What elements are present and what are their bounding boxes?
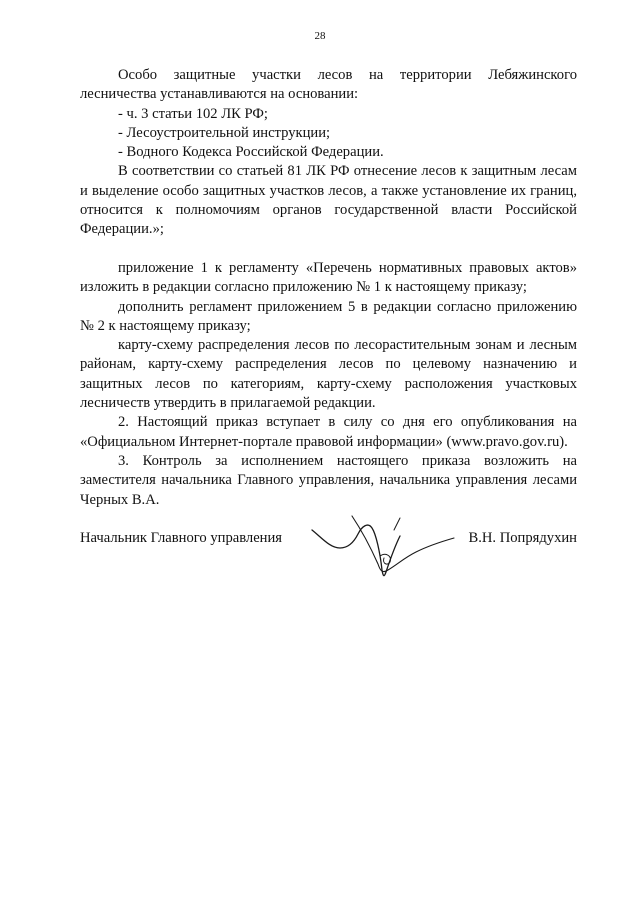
paragraph-control: 3. Контроль за исполнением настоящего приказа возложить на заместителя начальника Главного управления, начальника управления лесами Черных В.А. — [80, 452, 577, 508]
handwritten-signature — [308, 512, 458, 582]
paragraph-article-81: В соответствии со статьей 81 ЛК РФ отнесение лесов к защитным лесам и выделение особо защитных участков лесов, а также установление их границ, относится к полномочиям органов государственной власти Российской Федерации.»; — [80, 163, 577, 238]
signatory-position: Начальник Главного управления — [80, 530, 283, 546]
paragraph-protected-areas-basis: Особо защитные участки лесов на территории Лебяжинского лесничества устанавливаются на основании: — [80, 67, 577, 103]
list-item-forest-code-article: - ч. 3 статьи 102 ЛК РФ; — [118, 105, 268, 122]
paragraph-appendix-1: приложение 1 к регламенту «Перечень нормативных правовых актов» изложить в редакции согласно приложению № 1 к настоящему приказу; — [80, 259, 577, 296]
document-body — [80, 66, 577, 510]
paragraph-map-schemes: карту-схему распределения лесов по лесорастительным зонам и лесным районам, карту-схему распределения лесов по целевому назначению и защитных лесов по категориям, карту-схему расположения участковых лесничеств утвердить в прилагаемой редакции. — [80, 337, 577, 412]
page-number: 28 — [314, 30, 326, 42]
list-item-water-code: - Водного Кодекса Российской Федерации. — [118, 144, 384, 161]
signatory-name: В.Н. Попрядухин — [468, 530, 577, 546]
paragraph-appendix-5: дополнить регламент приложением 5 в редакции согласно приложению № 2 к настоящему приказу; — [80, 298, 577, 334]
paragraph-effective-date: 2. Настоящий приказ вступает в силу со дня его опубликования на «Официальном Интернет-портале правовой информации» (www.pravo.gov.ru). — [80, 414, 577, 450]
list-item-forest-inventory-instruction: - Лесоустроительной инструкции; — [118, 124, 331, 141]
